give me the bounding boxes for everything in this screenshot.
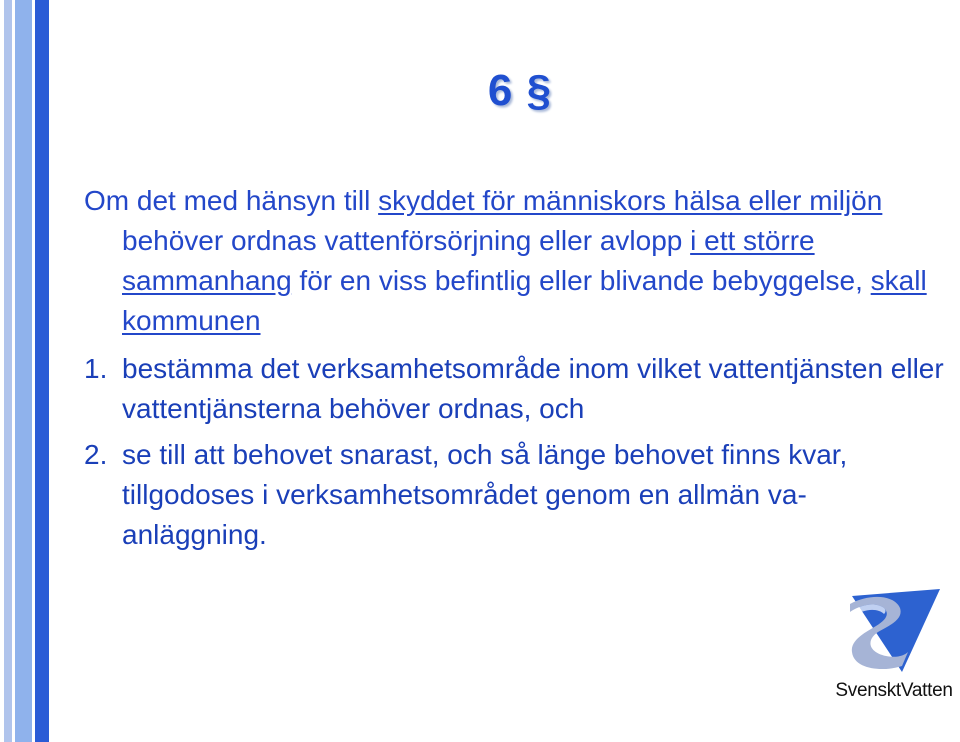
list-item [84,349,944,429]
list-item-text: bestämma det verksamhetsområde inom vilket vattentjänsten eller vattentjänsterna behöver ordnas, och [122,353,944,424]
list-item [84,435,944,555]
slide-body [84,181,944,555]
underlined-phrase-context: i ett större sammanhang [122,225,815,296]
numbered-list [84,349,944,555]
intro-text-1: Om det med hänsyn till [84,185,379,216]
intro-text-3: för en viss befintlig eller blivande bebyggelse, [291,265,871,296]
slide-title: 6 § [487,66,553,115]
underlined-phrase-health: skyddet för människors hälsa eller miljön [378,185,883,216]
logo-text: SvensktVatten [835,680,953,701]
list-item-number: 2. [84,439,108,470]
list-item-number: 1. [84,353,108,384]
list-item-text: se till att behovet snarast, och så länge behovet finns kvar, tillgodoses i verksamhetsområdet genom en allmän va-anläggning. [122,439,848,550]
svenskt-vatten-logo [828,586,960,706]
intro-paragraph [84,181,944,341]
intro-text-2: behöver ordnas vattenförsörjning eller avlopp [122,225,691,256]
logo-icon [828,586,960,680]
underlined-phrase-municipality: skall kommunen [122,265,927,336]
